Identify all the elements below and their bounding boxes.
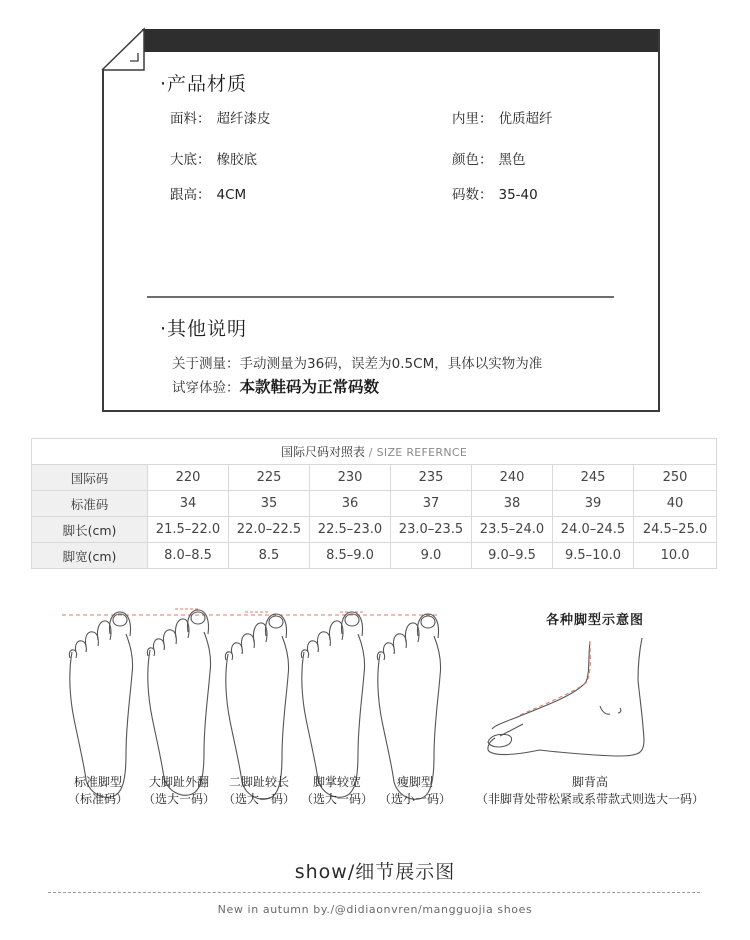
table-title-row	[32, 439, 717, 465]
table-cell: 10.0	[634, 543, 717, 569]
table-cell: 230	[310, 465, 391, 491]
diagram-title: 各种脚型示意图	[545, 613, 644, 628]
table-cell: 9.5–10.0	[553, 543, 634, 569]
material-sizes: 码数： 35-40	[452, 187, 538, 203]
table-cell: 245	[553, 465, 634, 491]
material-lining: 内里： 优质超纤	[452, 111, 553, 127]
table-row	[32, 491, 717, 517]
table-cell: 9.0	[391, 543, 472, 569]
table-title: 国际尺码对照表 / SIZE REFERNCE	[32, 439, 717, 465]
table-cell: 22.5–23.0	[310, 517, 391, 543]
table-cell: 9.0–9.5	[472, 543, 553, 569]
table-cell: 225	[229, 465, 310, 491]
foot-type-label: 大脚趾外翻	[148, 775, 209, 789]
table-cell: 8.0–8.5	[148, 543, 229, 569]
table-cell: 35	[229, 491, 310, 517]
table-cell: 24.0–24.5	[553, 517, 634, 543]
foot-type-advice: （选大一码）	[222, 792, 295, 806]
folded-corner-icon	[100, 27, 146, 73]
materials-title: ·产品材质	[160, 73, 248, 95]
row-header: 脚宽(cm)	[32, 543, 148, 569]
foot-type-advice: （选大一码）	[142, 792, 215, 806]
detail-section-title: show/细节展示图	[294, 861, 456, 883]
table-cell: 37	[391, 491, 472, 517]
footer-credit: New in autumn by./@didiaonvren/mangguojia shoes	[217, 903, 533, 916]
row-header: 标准码	[32, 491, 148, 517]
table-cell: 38	[472, 491, 553, 517]
table-cell: 40	[634, 491, 717, 517]
instep-label: 脚背高	[571, 775, 608, 789]
table-row	[32, 465, 717, 491]
footer-divider	[48, 892, 700, 893]
material-sole: 大底： 橡胶底	[170, 152, 257, 168]
card-header-band	[142, 29, 660, 52]
row-header: 脚长(cm)	[32, 517, 148, 543]
table-cell: 39	[553, 491, 634, 517]
table-cell: 36	[310, 491, 391, 517]
section-divider	[147, 296, 614, 298]
table-cell: 250	[634, 465, 717, 491]
material-heel-height: 跟高： 4CM	[170, 187, 247, 203]
card-border-bottom	[102, 410, 660, 412]
material-upper: 面料： 超纤漆皮	[170, 111, 271, 127]
table-cell: 8.5	[229, 543, 310, 569]
table-cell: 235	[391, 465, 472, 491]
fit-note: 试穿体验：本款鞋码为正常码数	[172, 378, 380, 396]
material-color: 颜色： 黑色	[452, 152, 526, 168]
table-cell: 240	[472, 465, 553, 491]
foot-type-advice: （标准码）	[67, 792, 128, 806]
foot-type-label: 二脚趾较长	[228, 775, 289, 789]
card-border-left	[102, 70, 104, 412]
side-foot-illustration	[488, 638, 644, 756]
foot-type-advice: （选大一码）	[300, 792, 373, 806]
foot-type-label: 脚掌较宽	[312, 775, 361, 789]
table-cell: 23.0–23.5	[391, 517, 472, 543]
foot-type-advice: （选小一码）	[378, 792, 451, 806]
table-cell: 24.5–25.0	[634, 517, 717, 543]
notes-title: ·其他说明	[160, 318, 248, 340]
foot-type-label: 瘦脚型	[396, 775, 433, 789]
measurement-note: 关于测量：手动测量为36码，误差为0.5CM，具体以实物为准	[172, 356, 543, 372]
table-cell: 21.5–22.0	[148, 517, 229, 543]
row-header: 国际码	[32, 465, 148, 491]
table-cell: 22.0–22.5	[229, 517, 310, 543]
table-cell: 23.5–24.0	[472, 517, 553, 543]
table-cell: 220	[148, 465, 229, 491]
table-row	[32, 543, 717, 569]
card-border-right	[658, 29, 660, 412]
table-cell: 8.5–9.0	[310, 543, 391, 569]
foot-type-label: 标准脚型	[73, 775, 122, 789]
instep-advice: （非脚背处带松紧或系带款式则选大一码）	[475, 792, 704, 806]
table-cell: 34	[148, 491, 229, 517]
size-reference-table	[31, 438, 717, 569]
table-row	[32, 517, 717, 543]
